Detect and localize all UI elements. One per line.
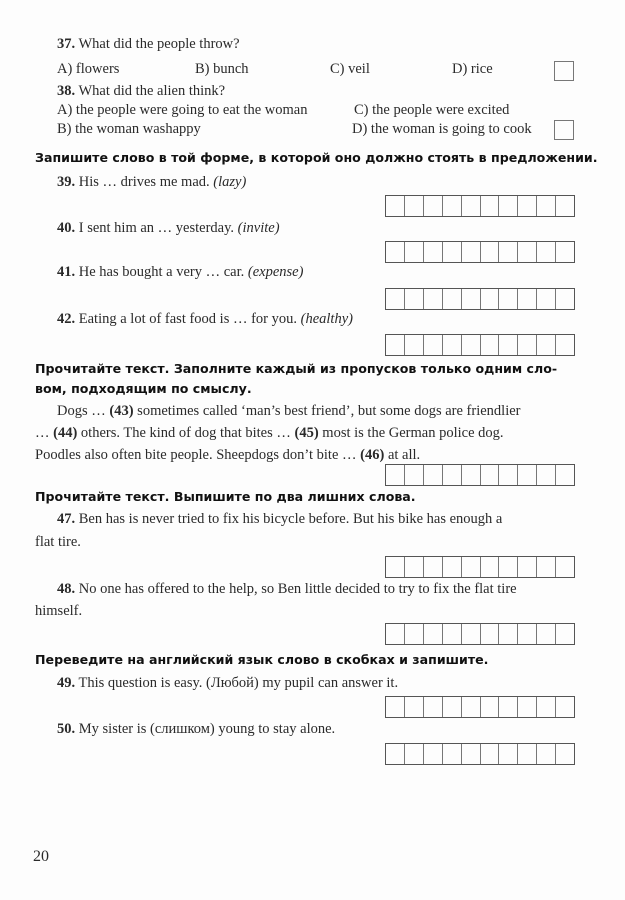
question-39 (57, 174, 246, 191)
option-a: A) flowers (57, 61, 120, 77)
answer-grid-40[interactable] (385, 241, 575, 263)
answer-grid-48[interactable] (385, 623, 575, 645)
option-b: B) the woman washappy (57, 121, 201, 137)
question-37 (57, 36, 240, 53)
q-num: 38. (57, 83, 76, 99)
q-text: He has bought a very … car. (78, 264, 245, 280)
answer-grid-43-46[interactable] (385, 464, 575, 486)
question-40 (57, 220, 280, 237)
page-number: 20 (33, 848, 49, 865)
question-42 (57, 311, 353, 328)
question-38 (57, 83, 225, 100)
q-num: 39. (57, 174, 76, 190)
instruction-heading: Переведите на английский язык слово в скобках и запишите. (35, 652, 489, 667)
answer-grid-50[interactable] (385, 743, 575, 765)
option-c: C) veil (330, 61, 370, 77)
answer-grid-49[interactable] (385, 696, 575, 718)
q-text: What did the alien think? (78, 83, 226, 99)
q-hint: (invite) (237, 220, 280, 236)
q-hint: (lazy) (213, 174, 247, 190)
option-b: B) bunch (195, 61, 249, 77)
option-d: D) rice (452, 61, 493, 77)
q-num: 41. (57, 264, 76, 280)
answer-grid-42[interactable] (385, 334, 575, 356)
question-50: 50. My sister is (слишком) young to stay alone. (57, 721, 336, 737)
q-text: Eating a lot of fast food is … for you. (78, 311, 298, 327)
q-text: I sent him an … yesterday. (78, 220, 235, 236)
instruction-heading: Прочитайте текст. Выпишите по два лишних слова. (35, 489, 416, 504)
question-48-cont: himself. (35, 603, 83, 619)
instruction-heading: Запишите слово в той форме, в которой оно должно стоять в предложении. (35, 150, 598, 165)
q-text: His … drives me mad. (78, 174, 210, 190)
question-47-cont: flat tire. (35, 534, 81, 550)
instruction-heading: вом, подходящим по смыслу. (35, 381, 252, 396)
q-num: 40. (57, 220, 76, 236)
option-a: A) the people were going to eat the woman (57, 102, 308, 118)
answer-grid-39[interactable] (385, 195, 575, 217)
option-d: D) the woman is going to cook (352, 121, 532, 137)
answer-grid-41[interactable] (385, 288, 575, 310)
q-text: What did the people throw? (78, 36, 240, 52)
q-hint: (expense) (247, 264, 304, 280)
paragraph-line: Dogs … (43) sometimes called ‘man’s best friend’, but some dogs are friendlier (57, 403, 521, 419)
paragraph-line: … (44) others. The kind of dog that bites … (45) most is the German police dog. (35, 425, 504, 441)
question-47: 47. Ben has is never tried to fix his bicycle before. But his bike has enough a (57, 511, 503, 527)
answer-grid-47[interactable] (385, 556, 575, 578)
q-num: 37. (57, 36, 76, 52)
instruction-heading: Прочитайте текст. Заполните каждый из пропусков только одним сло- (35, 361, 558, 376)
answer-box-38[interactable] (554, 120, 574, 140)
q-num: 42. (57, 311, 76, 327)
answer-box-37[interactable] (554, 61, 574, 81)
paragraph-line: Poodles also often bite people. Sheepdogs don’t bite … (46) at all. (35, 447, 421, 463)
question-49: 49. This question is easy. (Любой) my pupil can answer it. (57, 675, 399, 691)
option-c: C) the people were excited (354, 102, 510, 118)
q-hint: (healthy) (300, 311, 353, 327)
question-48: 48. No one has offered to the help, so Ben little decided to try to fix the flat tire (57, 581, 517, 597)
question-41 (57, 264, 303, 281)
